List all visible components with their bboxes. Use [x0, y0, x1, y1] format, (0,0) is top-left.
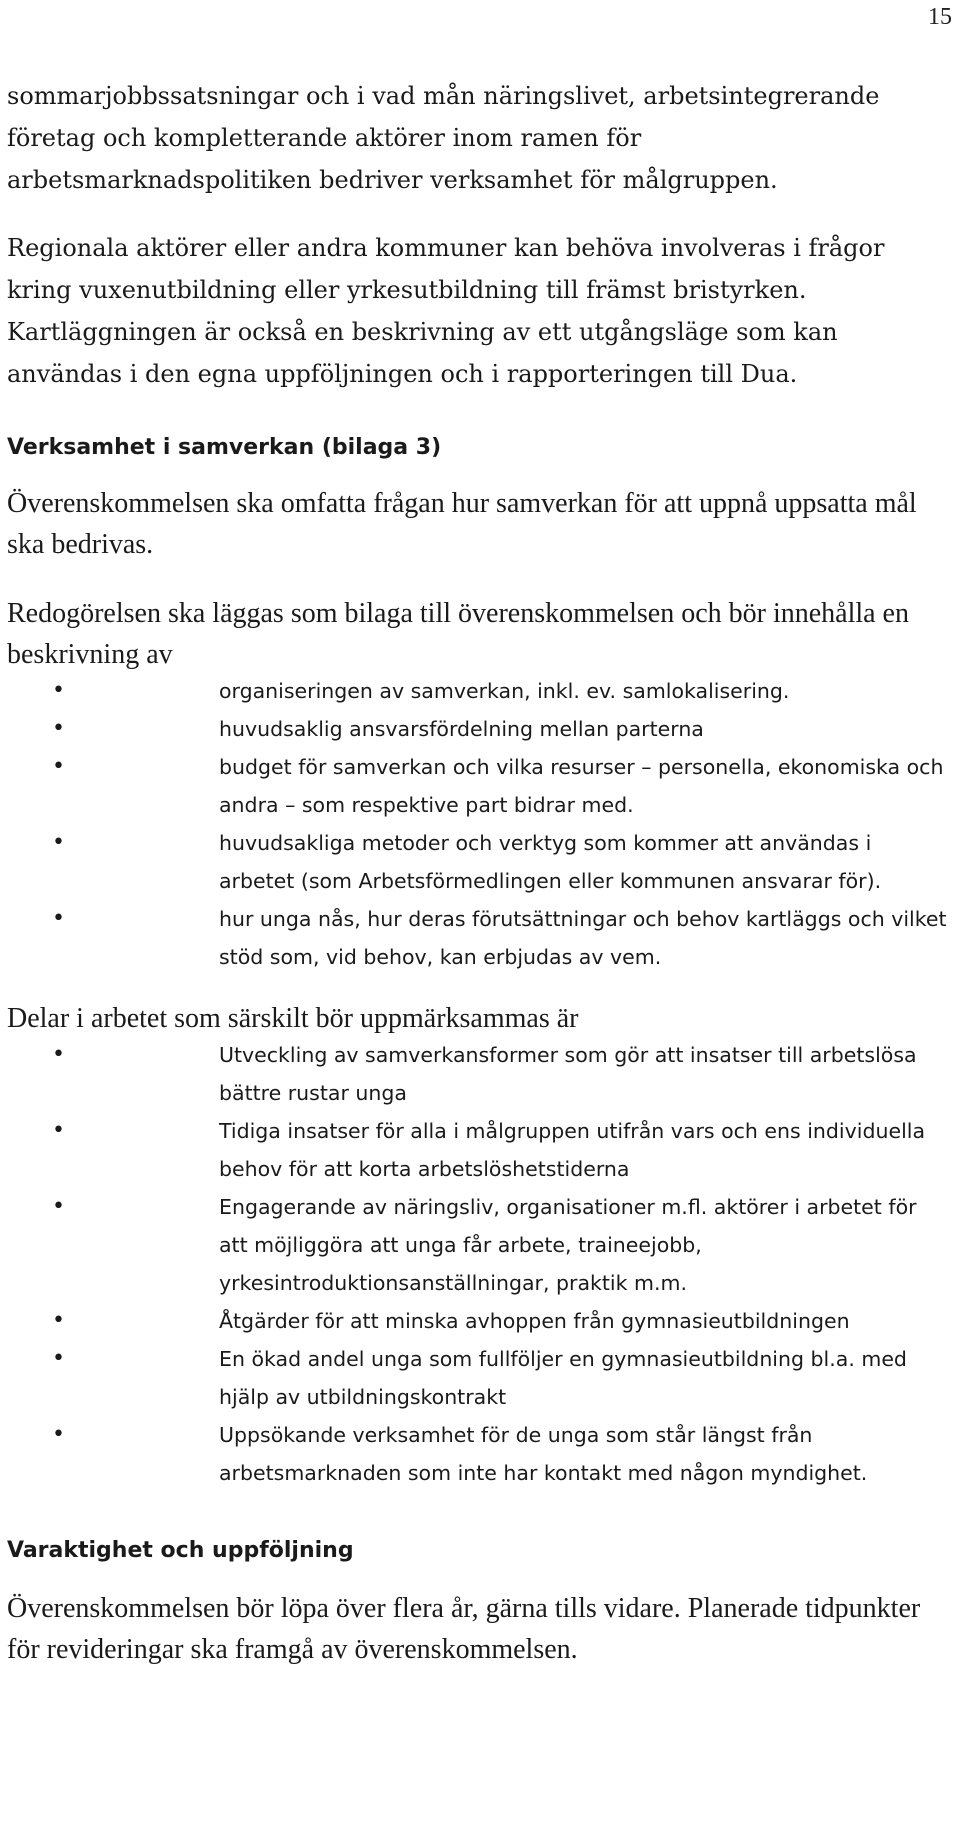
- heading-varaktighet-och-uppfoljning: Varaktighet och uppföljning: [7, 1538, 354, 1563]
- list-item: • Uppsökande verksamhet för de unga som står längst från arbetsmarknaden som inte har kontakt med någon myndighet.: [7, 1416, 947, 1492]
- paragraph-overenskommelsen-omfatta: Överenskommelsen ska omfatta frågan hur samverkan för att uppnå uppsatta mål ska bedrivas.: [7, 488, 917, 560]
- list-item: • Tidiga insatser för alla i målgruppen utifrån vars och ens individuella behov för att korta arbetslöshetstiderna: [7, 1112, 947, 1188]
- list-item: • huvudsakliga metoder och verktyg som kommer att användas i arbetet (som Arbetsförmedlingen eller kommunen ansvarar för).: [7, 824, 947, 900]
- paragraph-continuation: sommarjobbssatsningar och i vad mån näringslivet, arbetsintegrerande företag och kompletterande aktörer inom ramen för arbetsmarknadspolitiken bedriver verksamhet för målgruppen.: [7, 82, 880, 194]
- list-item: • En ökad andel unga som fullföljer en gymnasieutbildning bl.a. med hjälp av utbildningskontrakt: [7, 1340, 947, 1416]
- list-item: • budget för samverkan och vilka resurser – personella, ekonomiska och andra – som respektive part bidrar med.: [7, 748, 947, 824]
- list-item: • huvudsaklig ansvarsfördelning mellan parterna: [7, 710, 947, 748]
- bullet-list-samverkan: [7, 672, 947, 976]
- paragraph-varaktighet: Överenskommelsen bör löpa över flera år, gärna tills vidare. Planerade tidpunkter för revideringar ska framgå av överenskommelsen.: [7, 1593, 921, 1665]
- page-number: 15: [928, 4, 952, 30]
- paragraph-delar-i-arbetet: Delar i arbetet som särskilt bör uppmärksammas är: [7, 1003, 579, 1034]
- list-item: • organiseringen av samverkan, inkl. ev. samlokalisering.: [7, 672, 947, 710]
- paragraph-redogorelsen: Redogörelsen ska läggas som bilaga till överenskommelsen och bör innehålla en beskrivning av: [7, 598, 909, 670]
- bullet-list-delar: [7, 1036, 947, 1492]
- list-item: • Åtgärder för att minska avhoppen från gymnasieutbildningen: [7, 1302, 947, 1340]
- list-item: • Engagerande av näringsliv, organisationer m.fl. aktörer i arbetet för att möjliggöra att unga får arbete, traineejobb, yrkesintroduktionsanställningar, praktik m.m.: [7, 1188, 947, 1302]
- list-item: • Utveckling av samverkansformer som gör att insatser till arbetslösa bättre rustar unga: [7, 1036, 947, 1112]
- paragraph-regional-actors: Regionala aktörer eller andra kommuner kan behöva involveras i frågor kring vuxenutbildning eller yrkesutbildning till främst bristyrken. Kartläggningen är också en beskrivning av ett utgångsläge som kan användas i den egna uppföljningen och i rapporteringen till Dua.: [7, 234, 885, 388]
- list-item: • hur unga nås, hur deras förutsättningar och behov kartläggs och vilket stöd som, vid behov, kan erbjudas av vem.: [7, 900, 947, 976]
- heading-verksamhet-i-samverkan: Verksamhet i samverkan (bilaga 3): [7, 435, 442, 460]
- document-body: [7, 75, 947, 1670]
